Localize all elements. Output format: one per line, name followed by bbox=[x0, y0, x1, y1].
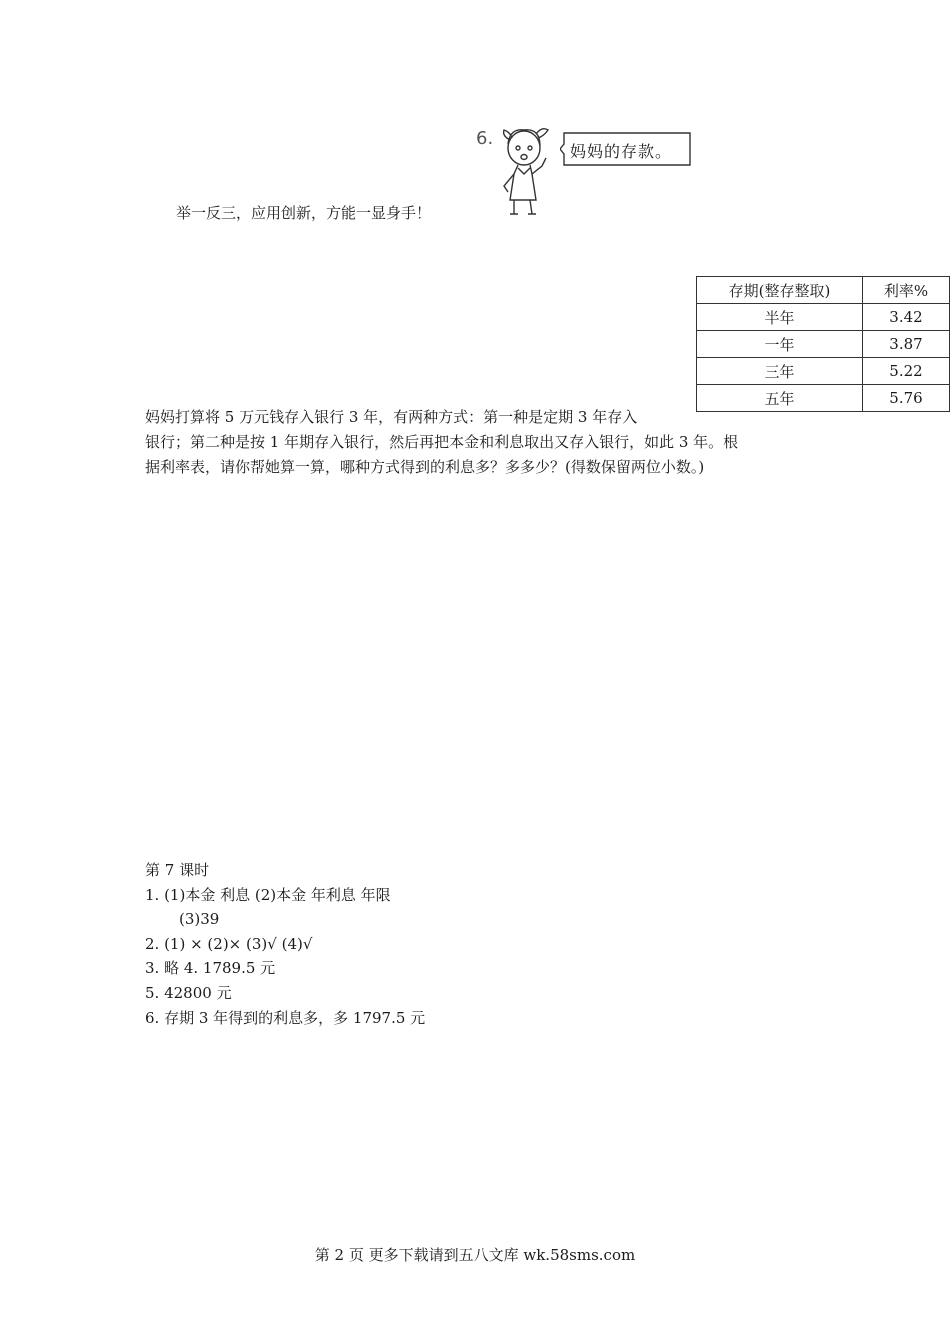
rate-cell: 3.42 bbox=[863, 304, 950, 331]
table-row bbox=[697, 304, 950, 331]
table-header-row bbox=[697, 277, 950, 304]
term-cell: 半年 bbox=[697, 304, 863, 331]
rate-cell: 3.87 bbox=[863, 331, 950, 358]
problem-line: 妈妈打算将 5 万元钱存入银行 3 年，有两种方式：第一种是定期 3 年存入 bbox=[145, 408, 638, 426]
problem-line: 据利率表，请你帮她算一算，哪种方式得到的利息多？多多少？(得数保留两位小数。) bbox=[145, 458, 705, 476]
problem-line: 银行；第二种是按 1 年期存入银行，然后再把本金和利息取出又存入银行，如此 3 年。根 bbox=[145, 433, 739, 451]
term-cell: 三年 bbox=[697, 358, 863, 385]
girl-illustration bbox=[496, 122, 558, 218]
rate-cell: 5.76 bbox=[863, 385, 950, 412]
speech-text: 妈妈的存款。 bbox=[570, 142, 673, 161]
rate-cell: 5.22 bbox=[863, 358, 950, 385]
answer-key bbox=[145, 858, 425, 1030]
term-cell: 一年 bbox=[697, 331, 863, 358]
header-term: 存期(整存整取) bbox=[697, 277, 863, 304]
problem-text bbox=[145, 405, 738, 480]
answer-title: 第 7 课时 bbox=[145, 861, 210, 879]
term-cell: 五年 bbox=[697, 385, 863, 412]
page-footer: 第 2 页 更多下载请到五八文库 wk.58sms.com bbox=[314, 1246, 636, 1264]
header-rate: 利率% bbox=[863, 277, 950, 304]
motto-line: 举一反三，应用创新，方能一显身手！ bbox=[176, 204, 432, 222]
answer-line: 1. (1)本金 利息 (2)本金 年利息 年限 bbox=[145, 885, 391, 904]
answer-line: 2. (1) × (2)× (3)√ (4)√ bbox=[145, 934, 313, 953]
answer-line: 5. 42800 元 bbox=[145, 983, 232, 1002]
interest-rate-table bbox=[696, 276, 950, 412]
table-row bbox=[697, 331, 950, 358]
answer-line: 6. 存期 3 年得到的利息多，多 1797.5 元 bbox=[145, 1008, 426, 1027]
table-row bbox=[697, 358, 950, 385]
answer-line: (3)39 bbox=[179, 910, 220, 929]
answer-line: 3. 略 4. 1789.5 元 bbox=[145, 959, 276, 978]
question-number: 6. bbox=[476, 128, 494, 149]
